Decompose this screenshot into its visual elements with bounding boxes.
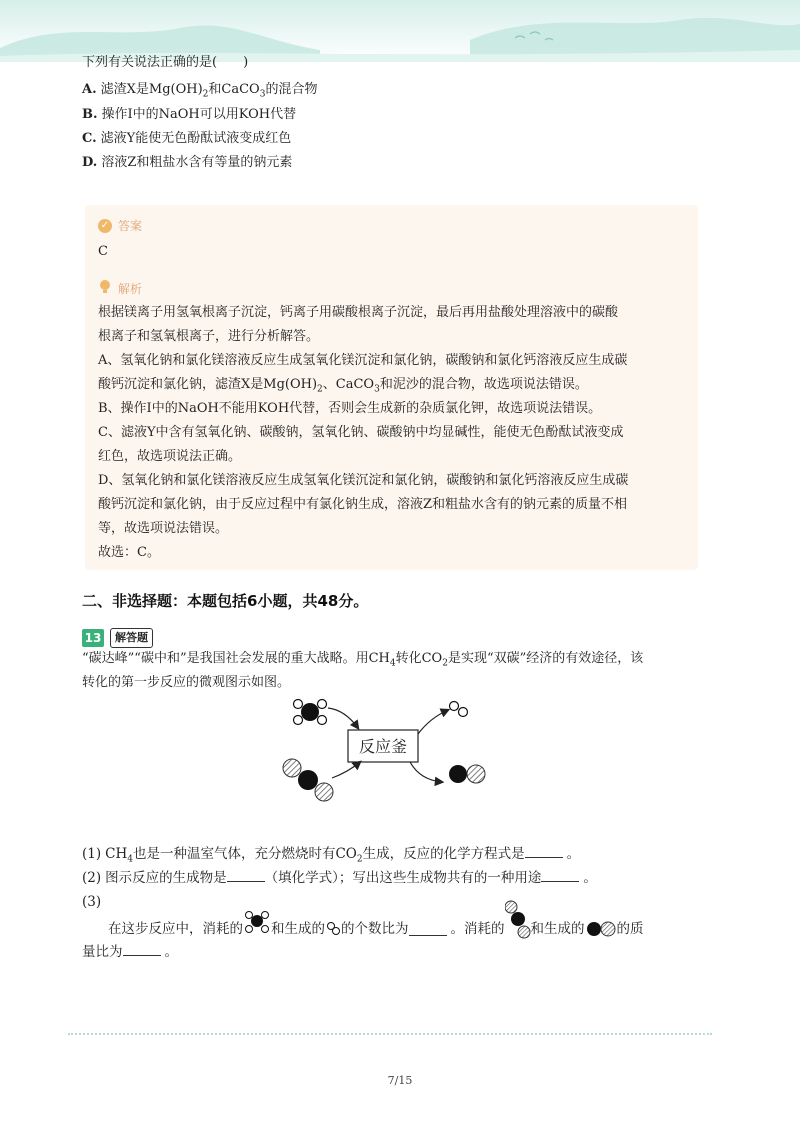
sub1-answer-blank[interactable] <box>525 845 563 858</box>
analysis-line: 根离子和氢氧根离子，进行分析解答。 <box>98 329 320 344</box>
option-a[interactable]: A. 滤渣X是$Mg(OH)_2$和CaCO$_3$的混合物 <box>82 82 318 100</box>
question-type-badge: 解答题 <box>110 628 153 648</box>
q13-intro-line-2: 转化的第一步反应的微观图示如图。 <box>82 675 291 690</box>
q13-sub2: (2) 图示反应的生成物是 （填化学式）；写出这些生成物共有的一种用途 。 <box>82 870 597 886</box>
q13-sub3-line1: 在这步反应中，消耗的 和生成的 的个数比为 。消耗的 和生成的 的质 <box>108 917 644 941</box>
reactor-label: 反应釜 <box>358 737 408 756</box>
hydrogen-molecule-icon <box>450 702 468 717</box>
analysis-line: 酸钙沉淀和氯化钠，滤渣X是$Mg(OH)_2$、CaCO$_3$和泥沙的混合物，故选项说法错误。 <box>98 377 588 395</box>
analysis-line: B、操作I中的NaOH不能用KOH代替，否则会生成新的杂质氯化钾，故选项说法错误。 <box>98 401 602 416</box>
carbon-dioxide-molecule-icon <box>283 759 333 801</box>
methane-small-icon <box>243 909 271 939</box>
sub3-count-ratio-blank[interactable] <box>409 923 447 936</box>
reaction-diagram <box>270 690 500 805</box>
q13-sub3-line2: 量比为 。 <box>82 944 178 960</box>
analysis-line: A、氢氧化钠和氯化镁溶液反应生成氢氧化镁沉淀和氯化钠，碳酸钠和氯化钙溶液反应生成碳 <box>98 353 628 368</box>
lightbulb-icon <box>98 279 112 298</box>
carbon-monoxide-molecule-icon <box>449 765 485 783</box>
analysis-line: C、滤液Y中含有氢氧化钠、碳酸钠，氢氧化钠、碳酸钠中均显碱性，能使无色酚酞试液变成 <box>98 425 624 440</box>
question-number-badge: 13 <box>82 629 104 647</box>
analysis-line: 红色，故选项说法正确。 <box>98 449 242 464</box>
sub2-use-blank[interactable] <box>541 869 579 882</box>
q13-sub1: (1) $CH_4$也是一种温室气体，充分燃烧时有$CO_2$生成，反应的化学方程式是 。 <box>82 846 581 865</box>
analysis-line: 酸钙沉淀和氯化钠，由于反应过程中有氯化钠生成，溶液Z和粗盐水含有的钠元素的质量不相 <box>98 497 628 512</box>
answer-value: C <box>98 244 108 259</box>
option-b[interactable]: B. 操作I中的NaOH可以用KOH代替 <box>82 107 297 122</box>
q13-sub3-num: (3) <box>82 894 102 910</box>
analysis-line: D、氢氧化钠和氯化镁溶液反应生成氢氧化镁沉淀和氯化钠，碳酸钠和氯化钙溶液反应生成碳 <box>98 473 629 488</box>
question-stem: 下列有关说法正确的是( ) <box>82 55 249 70</box>
carbon-monoxide-small-icon <box>585 919 617 939</box>
carbon-dioxide-small-icon <box>505 899 531 941</box>
footer-divider <box>68 1033 712 1035</box>
analysis-line: 故选：C。 <box>98 545 160 560</box>
page-number: 7/15 <box>387 1074 413 1087</box>
analysis-tag: 解析 <box>98 279 142 298</box>
analysis-line: 根据镁离子用氢氧根离子沉淀，钙离子用碳酸根离子沉淀，最后再用盐酸处理溶液中的碳酸 <box>98 305 619 320</box>
methane-molecule-icon <box>294 700 327 725</box>
check-badge-icon: ✓ <box>98 219 112 233</box>
option-d[interactable]: D. 溶液Z和粗盐水含有等量的钠元素 <box>82 155 293 170</box>
sub3-mass-ratio-blank[interactable] <box>123 943 161 956</box>
hydrogen-small-icon <box>325 919 341 939</box>
q13-intro-line-1: “碳达峰”“碳中和”是我国社会发展的重大战略。用$CH_4$转化$CO_2$是实现“双碳”经济的有效途径，该 <box>82 651 644 669</box>
sub2-formula-blank[interactable] <box>227 869 265 882</box>
answer-tag: ✓ 答案 <box>98 217 142 234</box>
section-title: 二、非选择题：本题包括6小题，共48分。 <box>82 592 369 610</box>
analysis-line: 等，故选项说法错误。 <box>98 521 229 536</box>
option-c[interactable]: C. 滤液Y能使无色酚酞试液变成红色 <box>82 131 292 146</box>
